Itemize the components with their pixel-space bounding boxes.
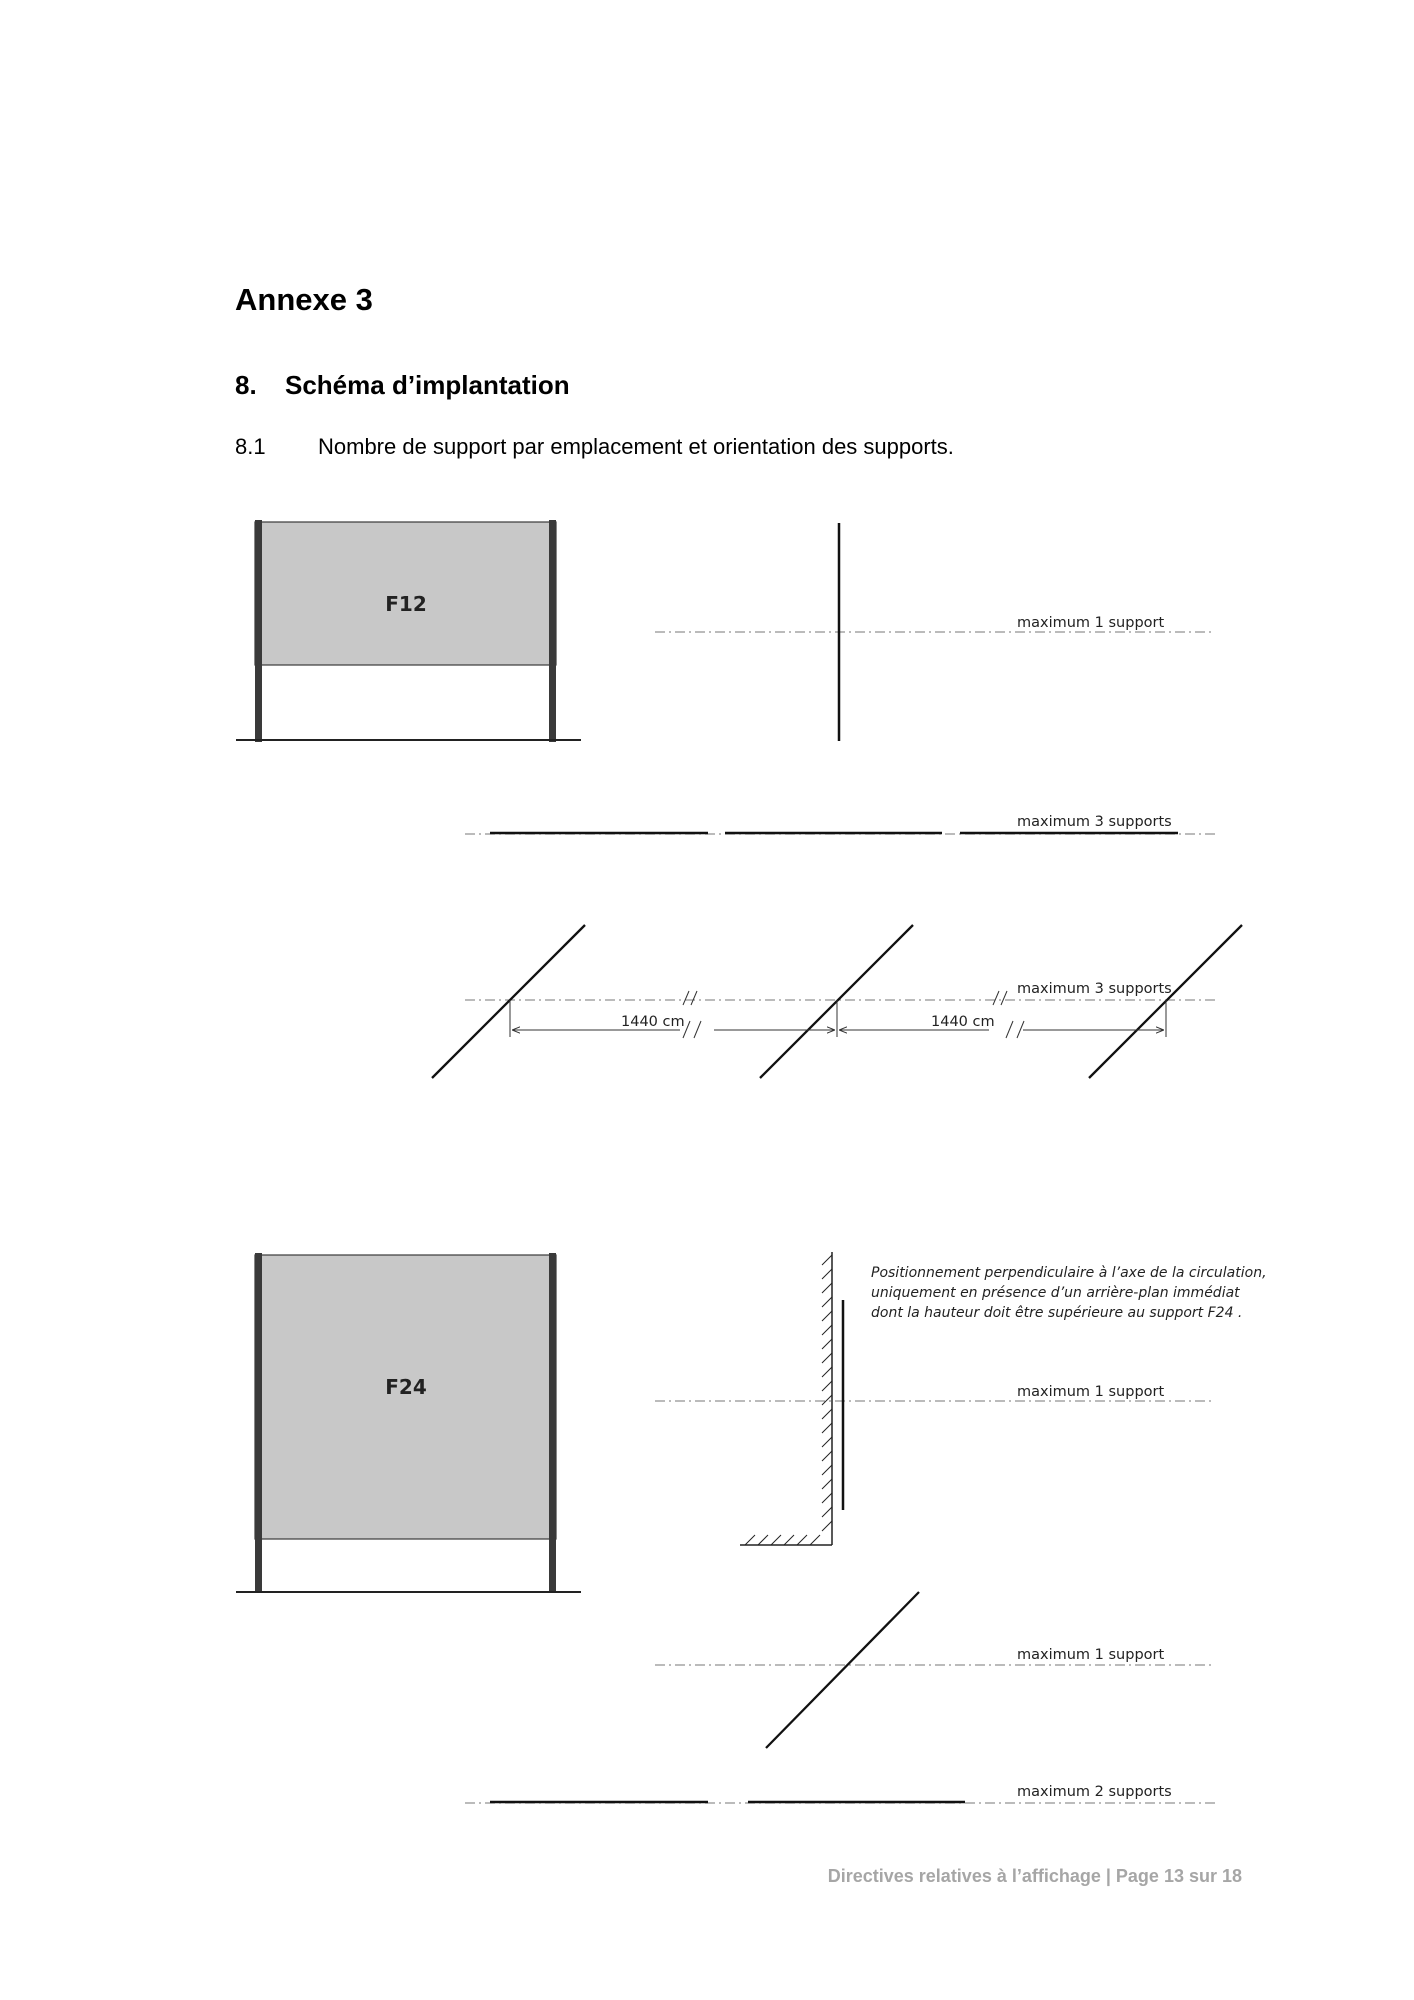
- break-gap: [680, 1018, 714, 1040]
- f12-perpendicular-diagram: [655, 523, 1215, 741]
- f24-note-line-1: Positionnement perpendiculaire à l’axe de la circulation,: [871, 1265, 1267, 1281]
- f24-perpendicular-diagram: [655, 1252, 1267, 1545]
- f24-note-line-2: uniquement en présence d’un arrière-plan immédiat: [871, 1285, 1240, 1301]
- subsection-title: Nombre de support par emplacement et orientation des supports.: [318, 434, 954, 459]
- support-line: [766, 1592, 919, 1748]
- f24-perpendicular-label: maximum 1 support: [1017, 1384, 1165, 1400]
- f12-parallel-label: maximum 3 supports: [1017, 814, 1172, 830]
- page-footer: Directives relatives à l’affichage | Page 13 sur 18: [827, 1866, 1242, 1886]
- f12-oblique-label: maximum 3 supports: [1017, 981, 1172, 997]
- annex-title: Annexe 3: [235, 282, 373, 317]
- f24-left-post: [255, 1253, 262, 1593]
- f12-left-post: [255, 520, 262, 742]
- f12-perpendicular-label: maximum 1 support: [1017, 615, 1165, 631]
- f24-panel: [236, 1253, 581, 1593]
- f24-oblique-label: maximum 1 support: [1017, 1647, 1165, 1663]
- f24-right-post: [549, 1253, 556, 1593]
- f24-parallel-diagram: [465, 1784, 1215, 1803]
- f24-note-line-3: dont la hauteur doit être supérieure au support F24 .: [871, 1305, 1243, 1321]
- section-number: 8.: [235, 370, 257, 400]
- dimension-lines: [510, 1000, 1166, 1037]
- f12-oblique-diagram: [432, 925, 1242, 1078]
- subsection-number: 8.1: [235, 434, 266, 459]
- f24-oblique-diagram: [655, 1592, 1215, 1748]
- f24-parallel-label: maximum 2 supports: [1017, 1784, 1172, 1800]
- spacing-label-2: 1440 cm: [931, 1014, 995, 1030]
- f24-label: F24: [385, 1375, 427, 1399]
- f12-parallel-diagram: [465, 814, 1215, 834]
- f12-panel: [236, 520, 581, 742]
- backdrop-wall: [740, 1252, 832, 1545]
- spacing-label-1: 1440 cm: [621, 1014, 685, 1030]
- f12-label: F12: [385, 592, 427, 616]
- section-title: Schéma d’implantation: [285, 370, 570, 400]
- support-line: [432, 925, 585, 1078]
- f12-right-post: [549, 520, 556, 742]
